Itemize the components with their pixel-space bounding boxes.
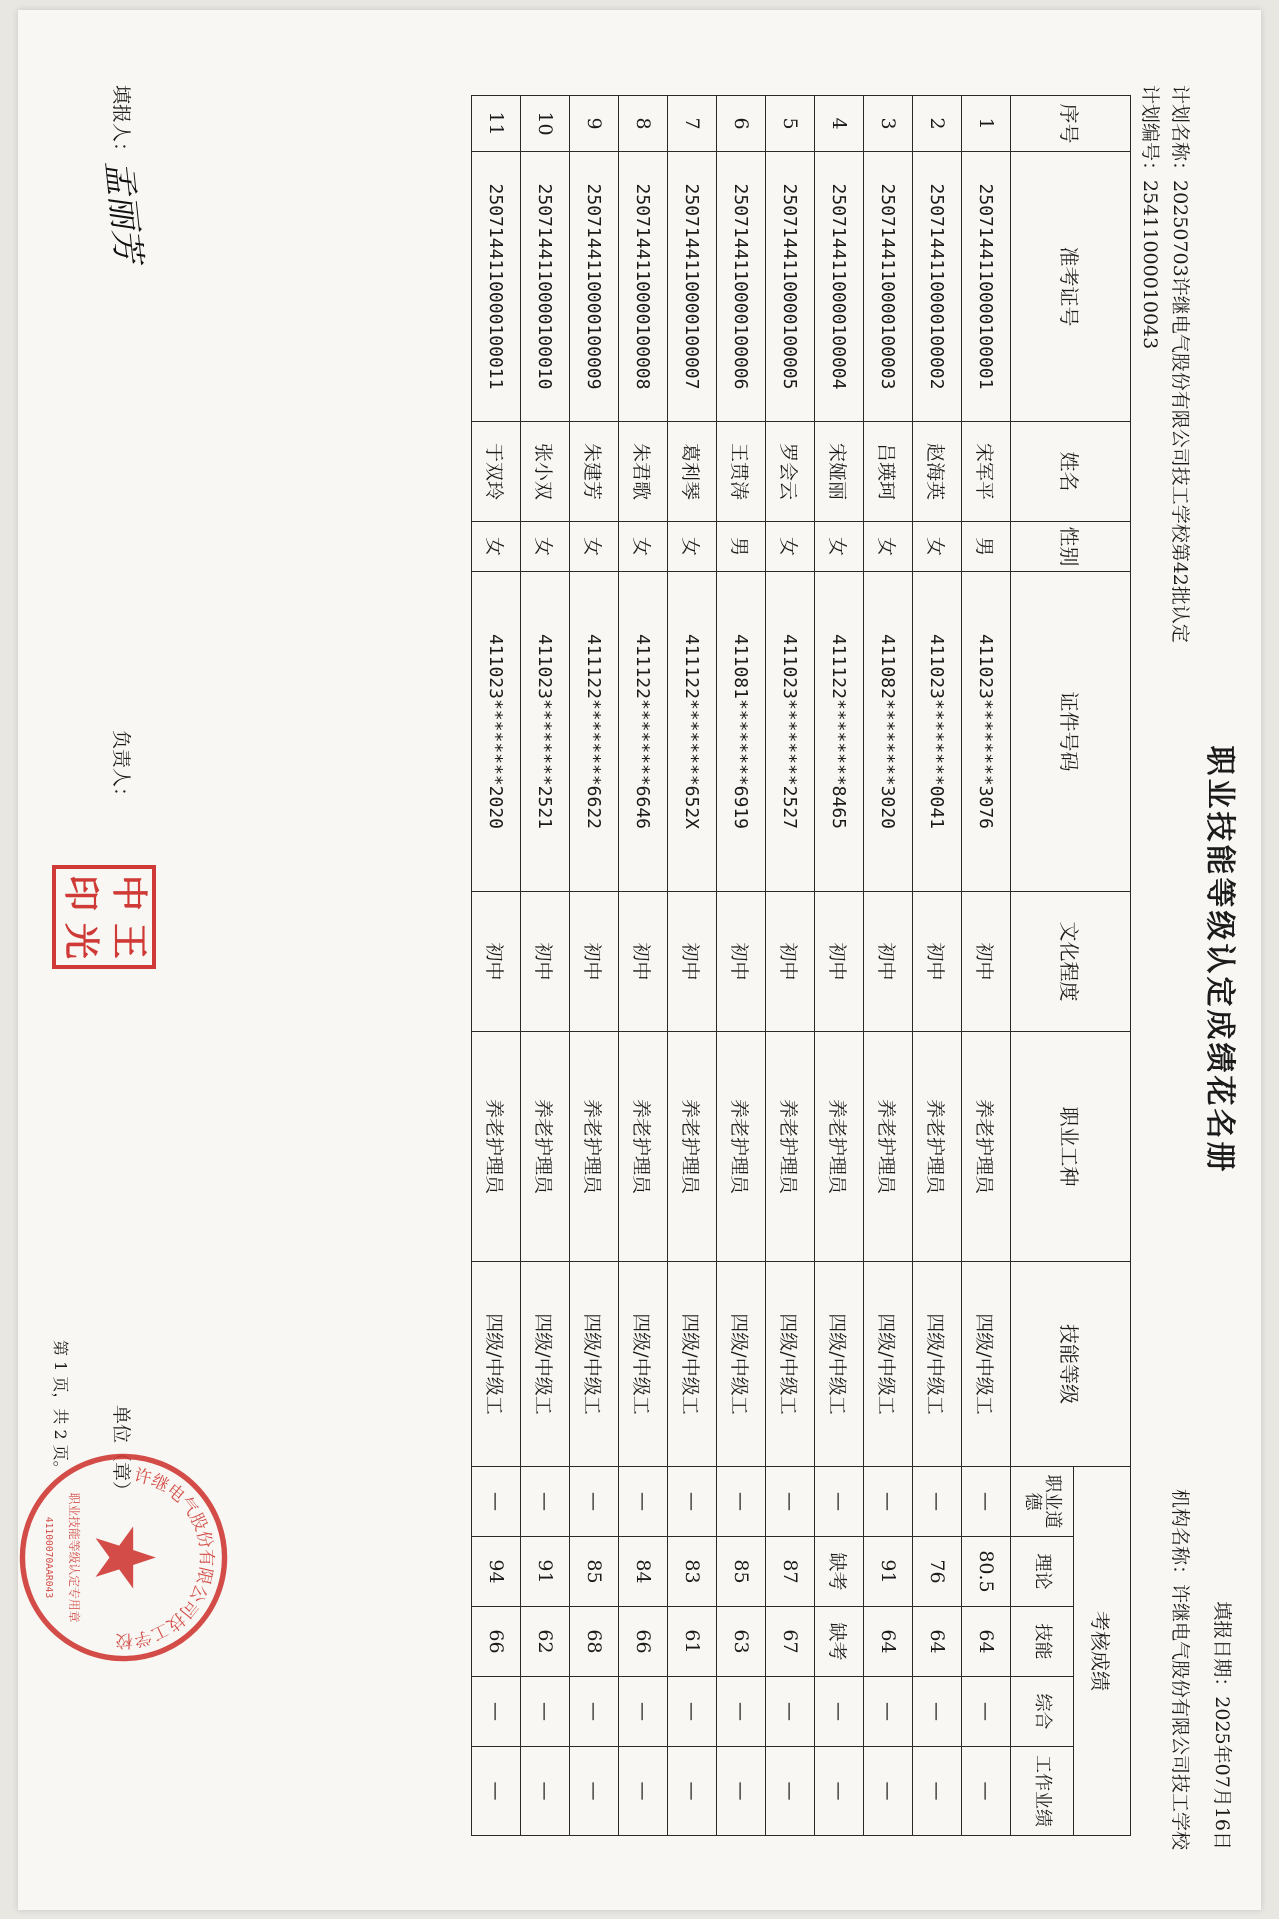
table-row	[521, 96, 570, 1836]
fill-date: 填报日期：2025年07月16日	[1211, 1601, 1233, 1850]
ethics-cell: —	[717, 1467, 766, 1537]
exam-no-cell: 2507144110000100001	[962, 152, 1011, 422]
unit-seal-label: 单位（章）	[110, 1405, 132, 1501]
work-cell: —	[913, 1747, 962, 1836]
seq-cell: 8	[619, 96, 668, 152]
filler-label: 填报人：	[110, 85, 132, 162]
table-row	[766, 96, 815, 1836]
id-no-cell: 411122********8465	[815, 572, 864, 892]
level-cell: 四级/中级工	[472, 1262, 521, 1467]
name-cell: 于双玲	[472, 422, 521, 522]
occupation-cell: 养老护理员	[619, 1032, 668, 1262]
seq-cell: 11	[472, 96, 521, 152]
ethics-cell: —	[570, 1467, 619, 1537]
id-no-cell: 411023********3076	[962, 572, 1011, 892]
handwritten-signature: 孟丽芳	[97, 158, 149, 265]
seq-cell: 2	[913, 96, 962, 152]
skill-cell: 64	[913, 1607, 962, 1677]
name-cell: 张小双	[521, 422, 570, 522]
header-row	[1074, 96, 1131, 1836]
header-scores-group: 考核成绩	[1074, 1467, 1131, 1836]
plan-name: 计划名称：20250703许继电气股份有限公司技工学校第42批认定	[1169, 85, 1191, 643]
personal-seal-stamp	[52, 865, 156, 969]
level-cell: 四级/中级工	[570, 1262, 619, 1467]
table-row	[472, 96, 521, 1836]
name-cell: 宋娅丽	[815, 422, 864, 522]
skill-cell: 61	[668, 1607, 717, 1677]
occupation-cell: 养老护理员	[815, 1032, 864, 1262]
overall-cell: —	[717, 1677, 766, 1747]
education-cell: 初中	[619, 892, 668, 1032]
seq-cell: 9	[570, 96, 619, 152]
education-cell: 初中	[570, 892, 619, 1032]
skill-cell: 缺考	[815, 1607, 864, 1677]
seq-cell: 4	[815, 96, 864, 152]
gender-cell: 女	[472, 522, 521, 572]
gender-cell: 女	[619, 522, 668, 572]
ethics-cell: —	[521, 1467, 570, 1537]
header-skill: 技能	[1011, 1607, 1074, 1677]
education-cell: 初中	[913, 892, 962, 1032]
overall-cell: —	[864, 1677, 913, 1747]
work-cell: —	[570, 1747, 619, 1836]
gender-cell: 男	[717, 522, 766, 572]
id-no-cell: 411122********6622	[570, 572, 619, 892]
level-cell: 四级/中级工	[815, 1262, 864, 1467]
seal-char: 印	[60, 874, 101, 911]
overall-cell: —	[962, 1677, 1011, 1747]
overall-cell: —	[766, 1677, 815, 1747]
seq-cell: 7	[668, 96, 717, 152]
ethics-cell: —	[472, 1467, 521, 1537]
occupation-cell: 养老护理员	[962, 1032, 1011, 1262]
round-seal-code: 41100070AAR043	[43, 1516, 55, 1599]
gender-cell: 男	[962, 522, 1011, 572]
level-cell: 四级/中级工	[521, 1262, 570, 1467]
theory-cell: 84	[619, 1537, 668, 1607]
overall-cell: —	[815, 1677, 864, 1747]
id-no-cell: 411023********2020	[472, 572, 521, 892]
table-row	[913, 96, 962, 1836]
header-gender: 性别	[1011, 522, 1131, 572]
id-no-cell: 411081********6919	[717, 572, 766, 892]
work-cell: —	[717, 1747, 766, 1836]
education-cell: 初中	[815, 892, 864, 1032]
header-exam-no: 准考证号	[1011, 152, 1131, 422]
skill-cell: 67	[766, 1607, 815, 1677]
gender-cell: 女	[521, 522, 570, 572]
education-cell: 初中	[521, 892, 570, 1032]
overall-cell: —	[668, 1677, 717, 1747]
occupation-cell: 养老护理员	[717, 1032, 766, 1262]
id-no-cell: 411122********652X	[668, 572, 717, 892]
name-cell: 吕瑛珂	[864, 422, 913, 522]
exam-no-cell: 2507144110000100006	[717, 152, 766, 422]
exam-no-cell: 2507144110000100002	[913, 152, 962, 422]
name-cell: 赵海英	[913, 422, 962, 522]
id-no-cell: 411082********3020	[864, 572, 913, 892]
score-roster-table	[471, 95, 1131, 1836]
round-seal-text: 许继电气股份有限公司技工学校	[115, 1465, 216, 1650]
work-cell: —	[619, 1747, 668, 1836]
table-row	[717, 96, 766, 1836]
education-cell: 初中	[766, 892, 815, 1032]
education-cell: 初中	[962, 892, 1011, 1032]
table-row	[570, 96, 619, 1836]
plan-code: 计划编号：25411000010043	[1139, 85, 1161, 350]
skill-cell: 62	[521, 1607, 570, 1677]
exam-no-cell: 2507144110000100009	[570, 152, 619, 422]
organization-name: 机构名称：许继电气股份有限公司技工学校	[1169, 1488, 1191, 1850]
round-seal-subtext: 职业技能等级认定专用章	[66, 1492, 81, 1623]
gender-cell: 女	[766, 522, 815, 572]
id-no-cell: 411122********6646	[619, 572, 668, 892]
occupation-cell: 养老护理员	[913, 1032, 962, 1262]
header-seq: 序号	[1011, 96, 1131, 152]
official-round-seal	[18, 1450, 231, 1665]
ethics-cell: —	[962, 1467, 1011, 1537]
level-cell: 四级/中级工	[864, 1262, 913, 1467]
work-cell: —	[815, 1747, 864, 1836]
education-cell: 初中	[668, 892, 717, 1032]
id-no-cell: 411023********2521	[521, 572, 570, 892]
name-cell: 罗会云	[766, 422, 815, 522]
exam-no-cell: 2507144110000100011	[472, 152, 521, 422]
name-cell: 葛利琴	[668, 422, 717, 522]
seal-char: 中	[108, 874, 149, 911]
header-education: 文化程度	[1011, 892, 1131, 1032]
table-row	[619, 96, 668, 1836]
skill-cell: 66	[472, 1607, 521, 1677]
ethics-cell: —	[766, 1467, 815, 1537]
skill-cell: 68	[570, 1607, 619, 1677]
name-cell: 朱君歌	[619, 422, 668, 522]
theory-cell: 94	[472, 1537, 521, 1607]
gender-cell: 女	[668, 522, 717, 572]
header-id-no: 证件号码	[1011, 572, 1131, 892]
exam-no-cell: 2507144110000100004	[815, 152, 864, 422]
seal-char: 王	[108, 922, 149, 959]
seal-char: 光	[60, 922, 101, 959]
exam-no-cell: 2507144110000100008	[619, 152, 668, 422]
document-title: 职业技能等级认定成绩花名册	[1202, 745, 1237, 1175]
header-occupation: 职业工种	[1011, 1032, 1131, 1262]
gender-cell: 女	[815, 522, 864, 572]
header-name: 姓名	[1011, 422, 1131, 522]
header-work: 工作业绩	[1011, 1747, 1074, 1836]
ethics-cell: —	[668, 1467, 717, 1537]
exam-no-cell: 2507144110000100003	[864, 152, 913, 422]
rotated-document-content	[18, 10, 1261, 1910]
header-ethics: 职业道德	[1011, 1467, 1074, 1537]
seq-cell: 1	[962, 96, 1011, 152]
name-cell: 王贯涛	[717, 422, 766, 522]
level-cell: 四级/中级工	[962, 1262, 1011, 1467]
name-cell: 朱建芳	[570, 422, 619, 522]
occupation-cell: 养老护理员	[521, 1032, 570, 1262]
gender-cell: 女	[913, 522, 962, 572]
level-cell: 四级/中级工	[668, 1262, 717, 1467]
header-skill-level: 技能等级	[1011, 1262, 1131, 1467]
exam-no-cell: 2507144110000100005	[766, 152, 815, 422]
overall-cell: —	[570, 1677, 619, 1747]
level-cell: 四级/中级工	[619, 1262, 668, 1467]
occupation-cell: 养老护理员	[570, 1032, 619, 1262]
theory-cell: 85	[717, 1537, 766, 1607]
level-cell: 四级/中级工	[913, 1262, 962, 1467]
skill-cell: 64	[864, 1607, 913, 1677]
level-cell: 四级/中级工	[766, 1262, 815, 1467]
gender-cell: 女	[570, 522, 619, 572]
responsible-label: 负责人：	[110, 730, 132, 807]
table-row	[668, 96, 717, 1836]
overall-cell: —	[521, 1677, 570, 1747]
skill-cell: 64	[962, 1607, 1011, 1677]
table-body	[472, 96, 1011, 1836]
gender-cell: 女	[864, 522, 913, 572]
exam-no-cell: 2507144110000100007	[668, 152, 717, 422]
level-cell: 四级/中级工	[717, 1262, 766, 1467]
theory-cell: 缺考	[815, 1537, 864, 1607]
theory-cell: 87	[766, 1537, 815, 1607]
overall-cell: —	[472, 1677, 521, 1747]
occupation-cell: 养老护理员	[668, 1032, 717, 1262]
education-cell: 初中	[472, 892, 521, 1032]
header-theory: 理论	[1011, 1537, 1074, 1607]
document-sheet	[18, 10, 1261, 1910]
table-row	[864, 96, 913, 1836]
theory-cell: 91	[521, 1537, 570, 1607]
work-cell: —	[864, 1747, 913, 1836]
overall-cell: —	[619, 1677, 668, 1747]
work-cell: —	[766, 1747, 815, 1836]
theory-cell: 85	[570, 1537, 619, 1607]
seq-cell: 6	[717, 96, 766, 152]
work-cell: —	[668, 1747, 717, 1836]
id-no-cell: 411023********0041	[913, 572, 962, 892]
ethics-cell: —	[815, 1467, 864, 1537]
education-cell: 初中	[717, 892, 766, 1032]
seal-star-icon	[96, 1526, 156, 1588]
skill-cell: 66	[619, 1607, 668, 1677]
page-info: 第 1 页，共 2 页。	[51, 1340, 70, 1477]
table-row	[815, 96, 864, 1836]
seq-cell: 3	[864, 96, 913, 152]
ethics-cell: —	[913, 1467, 962, 1537]
work-cell: —	[962, 1747, 1011, 1836]
theory-cell: 83	[668, 1537, 717, 1607]
name-cell: 宋军平	[962, 422, 1011, 522]
theory-cell: 91	[864, 1537, 913, 1607]
theory-cell: 80.5	[962, 1537, 1011, 1607]
skill-cell: 63	[717, 1607, 766, 1677]
id-no-cell: 411023********2527	[766, 572, 815, 892]
work-cell: —	[521, 1747, 570, 1836]
occupation-cell: 养老护理员	[864, 1032, 913, 1262]
overall-cell: —	[913, 1677, 962, 1747]
work-cell: —	[472, 1747, 521, 1836]
seq-cell: 10	[521, 96, 570, 152]
table-row	[962, 96, 1011, 1836]
ethics-cell: —	[619, 1467, 668, 1537]
theory-cell: 76	[913, 1537, 962, 1607]
seq-cell: 5	[766, 96, 815, 152]
ethics-cell: —	[864, 1467, 913, 1537]
education-cell: 初中	[864, 892, 913, 1032]
exam-no-cell: 2507144110000100010	[521, 152, 570, 422]
occupation-cell: 养老护理员	[472, 1032, 521, 1262]
occupation-cell: 养老护理员	[766, 1032, 815, 1262]
header-overall: 综合	[1011, 1677, 1074, 1747]
